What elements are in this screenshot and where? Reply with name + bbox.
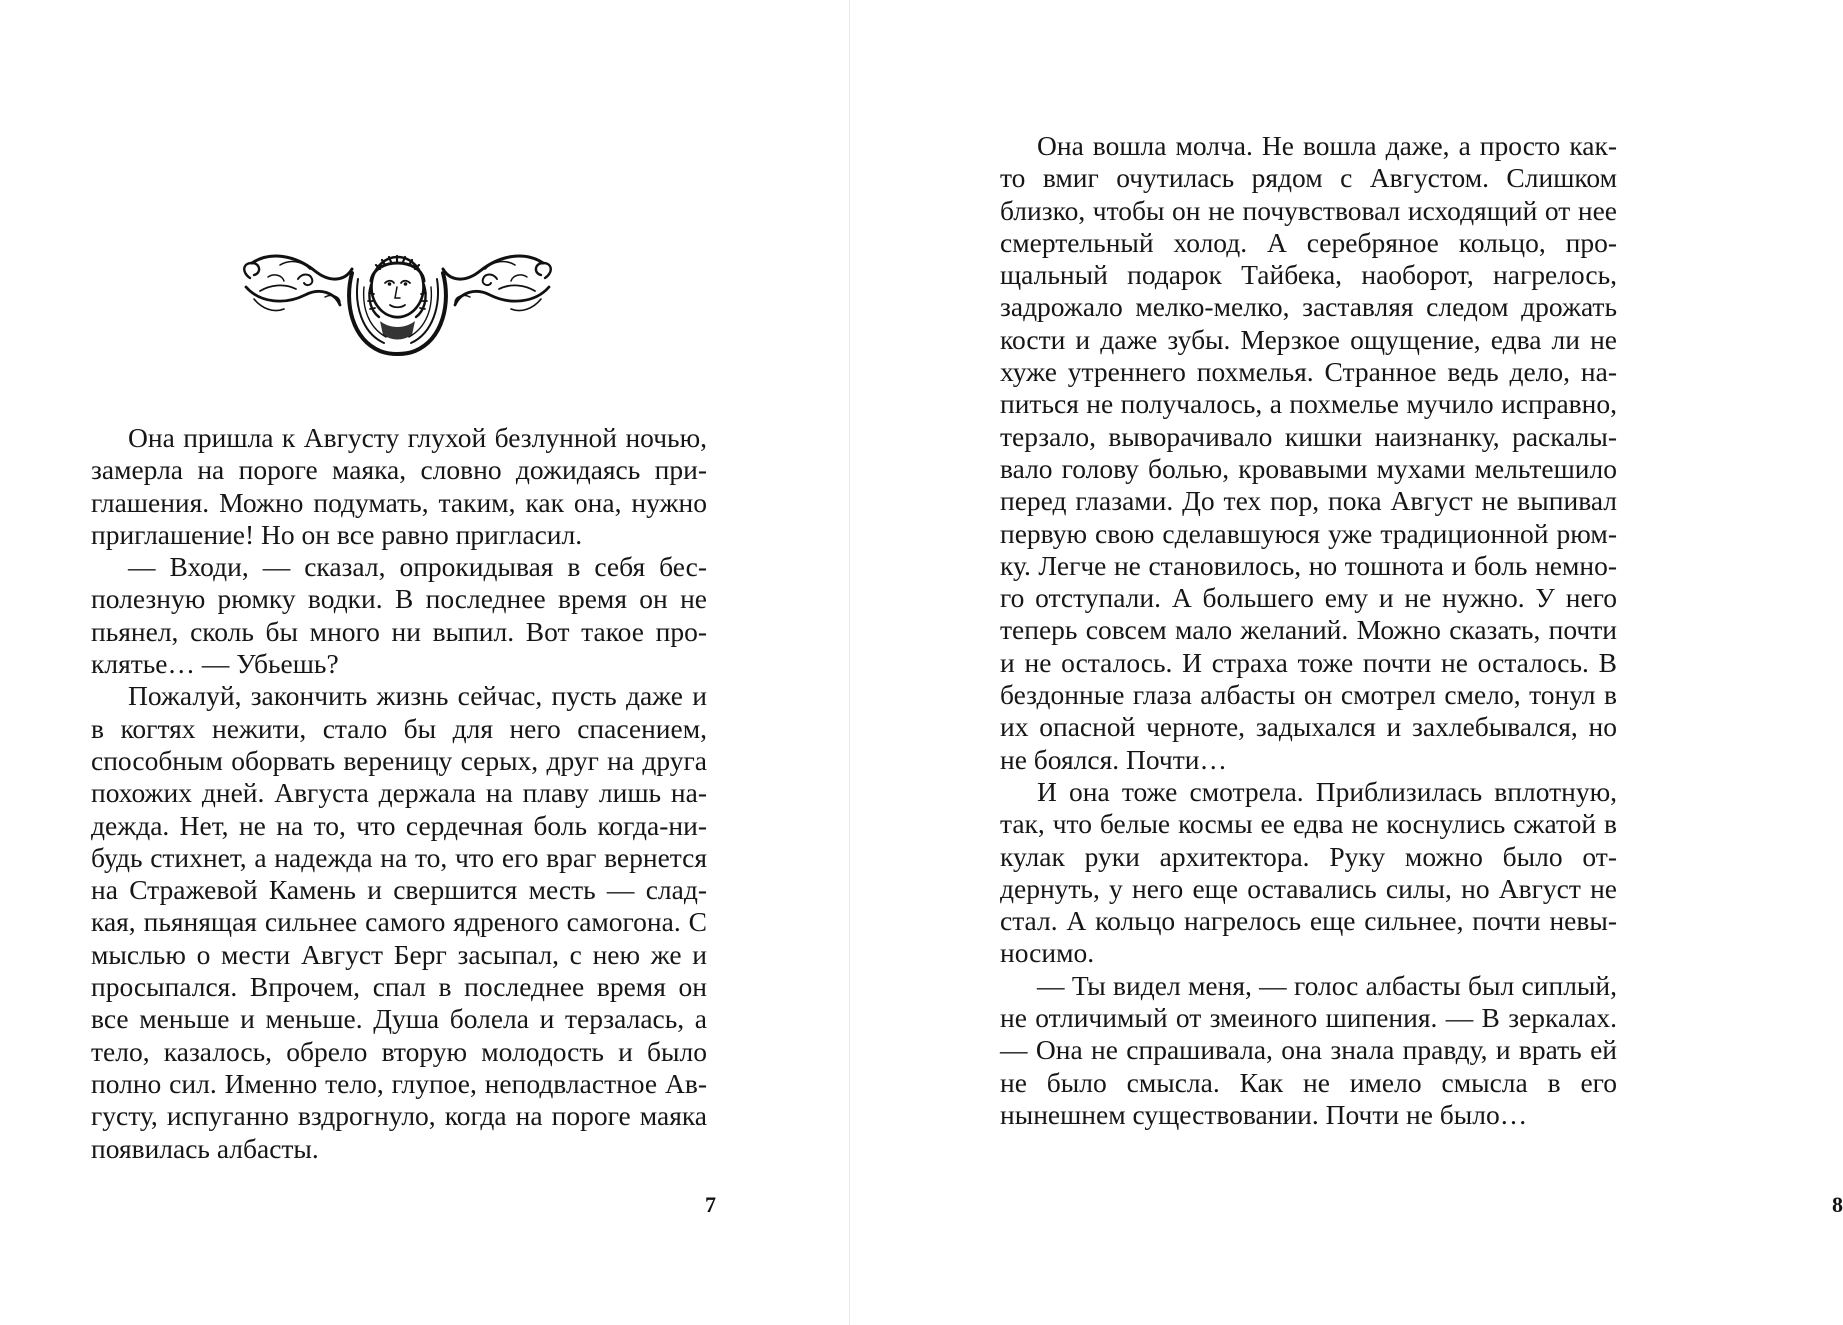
page-number: 8 [1832,1192,1843,1217]
paragraph: Она пришла к Августу глухой безлунной ночью, замерла на пороге маяка, словно дожидаясь приглашения. Можно подумать, таким, как она, нужно приглашение! Но он все равно пригласил. [91,422,707,550]
paragraph: И она тоже смотрела. Приблизилась вплотную, так, что белые космы ее едва не коснулись сжатой в кулак руки архитектора. Руку можно было отдернуть, у него еще оставались силы, но Август не стал. А кольцо нагрелось еще сильнее, почти невыносимо. [1000,775,1617,969]
paragraph: — Входи, — сказал, опрокидывая в себя бесполезную рюмку водки. В последнее время он не пьянел, сколь бы много ни выпил. Вот такое проклятье… — Убьешь? [91,551,707,680]
ornamental-vignette-with-face [240,243,555,357]
paragraph: Пожалуй, закончить жизнь сейчас, пусть даже и в когтях нежити, стало бы для него спасением, способным оборвать вереницу серых, друг на друга похожих дней. Августа держала на плаву лишь надежда. Нет, не на то, что сердечная боль когда-нибудь стихнет, а надежда на то, что его враг вернется на Стражевой Камень и свершится месть — сладкая, пьянящая сильнее самого ядреного самогона. С мыслью о мести Август Берг засыпал, с нею же и просыпался. Впрочем, спал в последнее время он все меньше и меньше. Душа болела и терзалась, а тело, казалось, обрело вторую молодость и было полно сил. Именно тело, глупое, неподвластное Августу, испуганно вздрогнуло, когда на пороге маяка появилась албасты. [91,680,707,1164]
left-page [0,0,850,1325]
paragraph: — Ты видел меня, — голос албасты был сиплый, не отличимый от змеиного шипения. — В зеркалах. — Она не спрашивала, она знала правду, и врать ей не было смысла. Как не имело смысла в его нынешнем существовании. Почти не было… [1000,969,1617,1130]
page-number: 7 [705,1192,716,1217]
left-page-text [91,422,707,1165]
paragraph: Она вошла молча. Не вошла даже, а просто как-то вмиг очутилась рядом с Августом. Слишком близко, чтобы он не почувствовал исходящий от нее смертельный холод. А серебряное кольцо, прощальный подарок Тайбека, наоборот, нагрелось, задрожало мелко-мелко, заставляя следом дрожать кости и даже зубы. Мерзкое ощущение, едва ли не хуже утреннего похмелья. Странное ведь дело, напиться не получалось, а похмелье мучило исправно, терзало, выворачивало кишки наизнанку, раскалывало голову болью, кровавыми мухами мельтешило перед глазами. До тех пор, пока Август не выпивал первую свою сделавшуюся уже традиционной рюмку. Легче не становилось, но тошнота и боль немного отступали. А большего ему и не нужно. У него теперь совсем мало желаний. Можно сказать, почти и не осталось. И страха тоже почти не осталось. В бездонные глаза албасты он смотрел смело, тонул в их опасной черноте, задыхался и захлебывался, но не боялся. Почти… [1000,130,1617,775]
right-page-text [1000,130,1617,1131]
